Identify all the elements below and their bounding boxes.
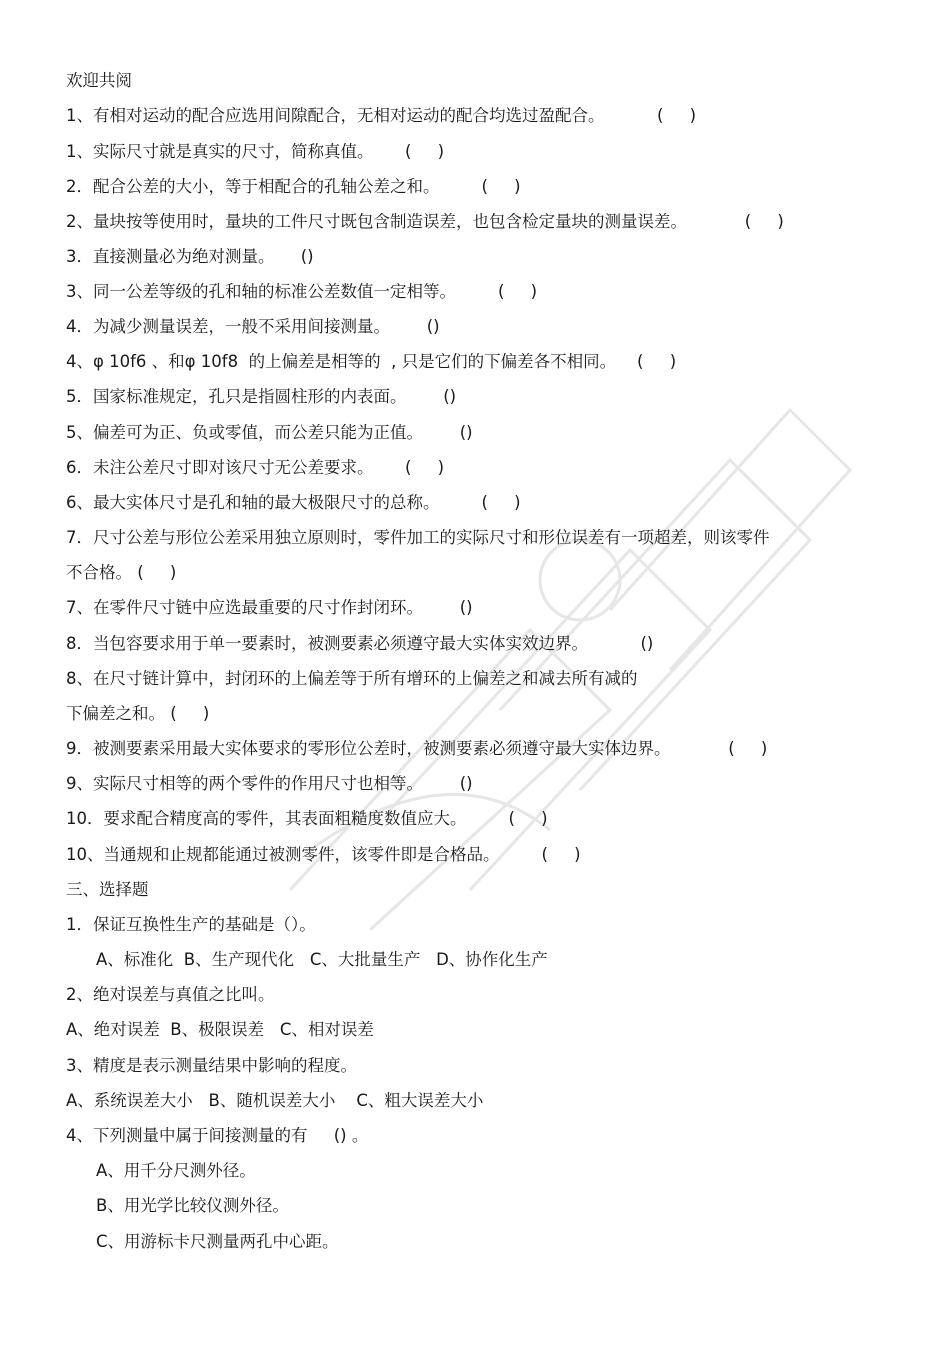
option-line: C、用游标卡尺测量两孔中心距。 (96, 1232, 339, 1251)
question-line: 下偏差之和。 ( ) (66, 704, 210, 723)
question-line: 6、最大实体尺寸是孔和轴的最大极限尺寸的总称。 ( ) (66, 493, 521, 512)
question-line: 3、同一公差等级的孔和轴的标准公差数值一定相等。 ( ) (66, 282, 538, 301)
question-line: 4．为减少测量误差，一般不采用间接测量。 () (66, 317, 440, 336)
option-line: B、用光学比较仪测外径。 (96, 1196, 289, 1215)
question-line: 2、绝对误差与真值之比叫。 (66, 985, 275, 1004)
question-line: 9、实际尺寸相等的两个零件的作用尺寸也相等。 () (66, 774, 473, 793)
question-line: 1、实际尺寸就是真实的尺寸，简称真值。 ( ) (66, 142, 445, 161)
watermark-graphic (250, 330, 870, 930)
question-line: 8．当包容要求用于单一要素时，被测要素必须遵守最大实体实效边界。 () (66, 634, 654, 653)
section-title: 三、选择题 (66, 880, 149, 899)
question-line: 3、精度是表示测量结果中影响的程度。 (66, 1056, 357, 1075)
option-line: A、用千分尺测外径。 (96, 1161, 256, 1180)
question-line: 3．直接测量必为绝对测量。 () (66, 247, 314, 266)
option-line: A、绝对误差 B、极限误差 C、相对误差 (66, 1020, 374, 1039)
question-line: 7．尺寸公差与形位公差采用独立原则时，零件加工的实际尺寸和形位误差有一项超差，则该零件 (66, 528, 770, 547)
question-line: 1．保证互换性生产的基础是（）。 (66, 915, 316, 934)
question-line: 2．配合公差的大小，等于相配合的孔轴公差之和。 ( ) (66, 177, 521, 196)
question-line: 2、量块按等使用时，量块的工件尺寸既包含制造误差，也包含检定量块的测量误差。 ( ) (66, 212, 784, 231)
question-line: 5．国家标准规定，孔只是指圆柱形的内表面。 () (66, 387, 457, 406)
question-line: 4、φ 10f6 、和φ 10f8 的上偏差是相等的 , 只是它们的下偏差各不相同。 ( ) (66, 352, 677, 371)
question-line: 1、有相对运动的配合应选用间隙配合，无相对运动的配合均选过盈配合。 ( ) (66, 106, 697, 125)
question-line: 10．要求配合精度高的零件，其表面粗糙度数值应大。 ( ) (66, 809, 548, 828)
question-line: 8、在尺寸链计算中，封闭环的上偏差等于所有增环的上偏差之和减去所有减的 (66, 669, 638, 688)
question-line: 7、在零件尺寸链中应选最重要的尺寸作封闭环。 () (66, 598, 473, 617)
question-line: 4、下列测量中属于间接测量的有 () 。 (66, 1126, 369, 1145)
question-line: 6．未注公差尺寸即对该尺寸无公差要求。 ( ) (66, 458, 445, 477)
option-line: A、标准化 B、生产现代化 C、大批量生产 D、协作化生产 (96, 950, 548, 969)
question-line: 10、当通规和止规都能通过被测零件，该零件即是合格品。 ( ) (66, 845, 581, 864)
page-header: 欢迎共阅 (66, 71, 132, 90)
question-line: 9．被测要素采用最大实体要求的零形位公差时，被测要素必须遵守最大实体边界。 ( ) (66, 739, 768, 758)
option-line: A、系统误差大小 B、随机误差大小 C、粗大误差大小 (66, 1091, 484, 1110)
question-line: 5、偏差可为正、负或零值，而公差只能为正值。 () (66, 423, 473, 442)
question-line: 不合格。 ( ) (66, 563, 177, 582)
